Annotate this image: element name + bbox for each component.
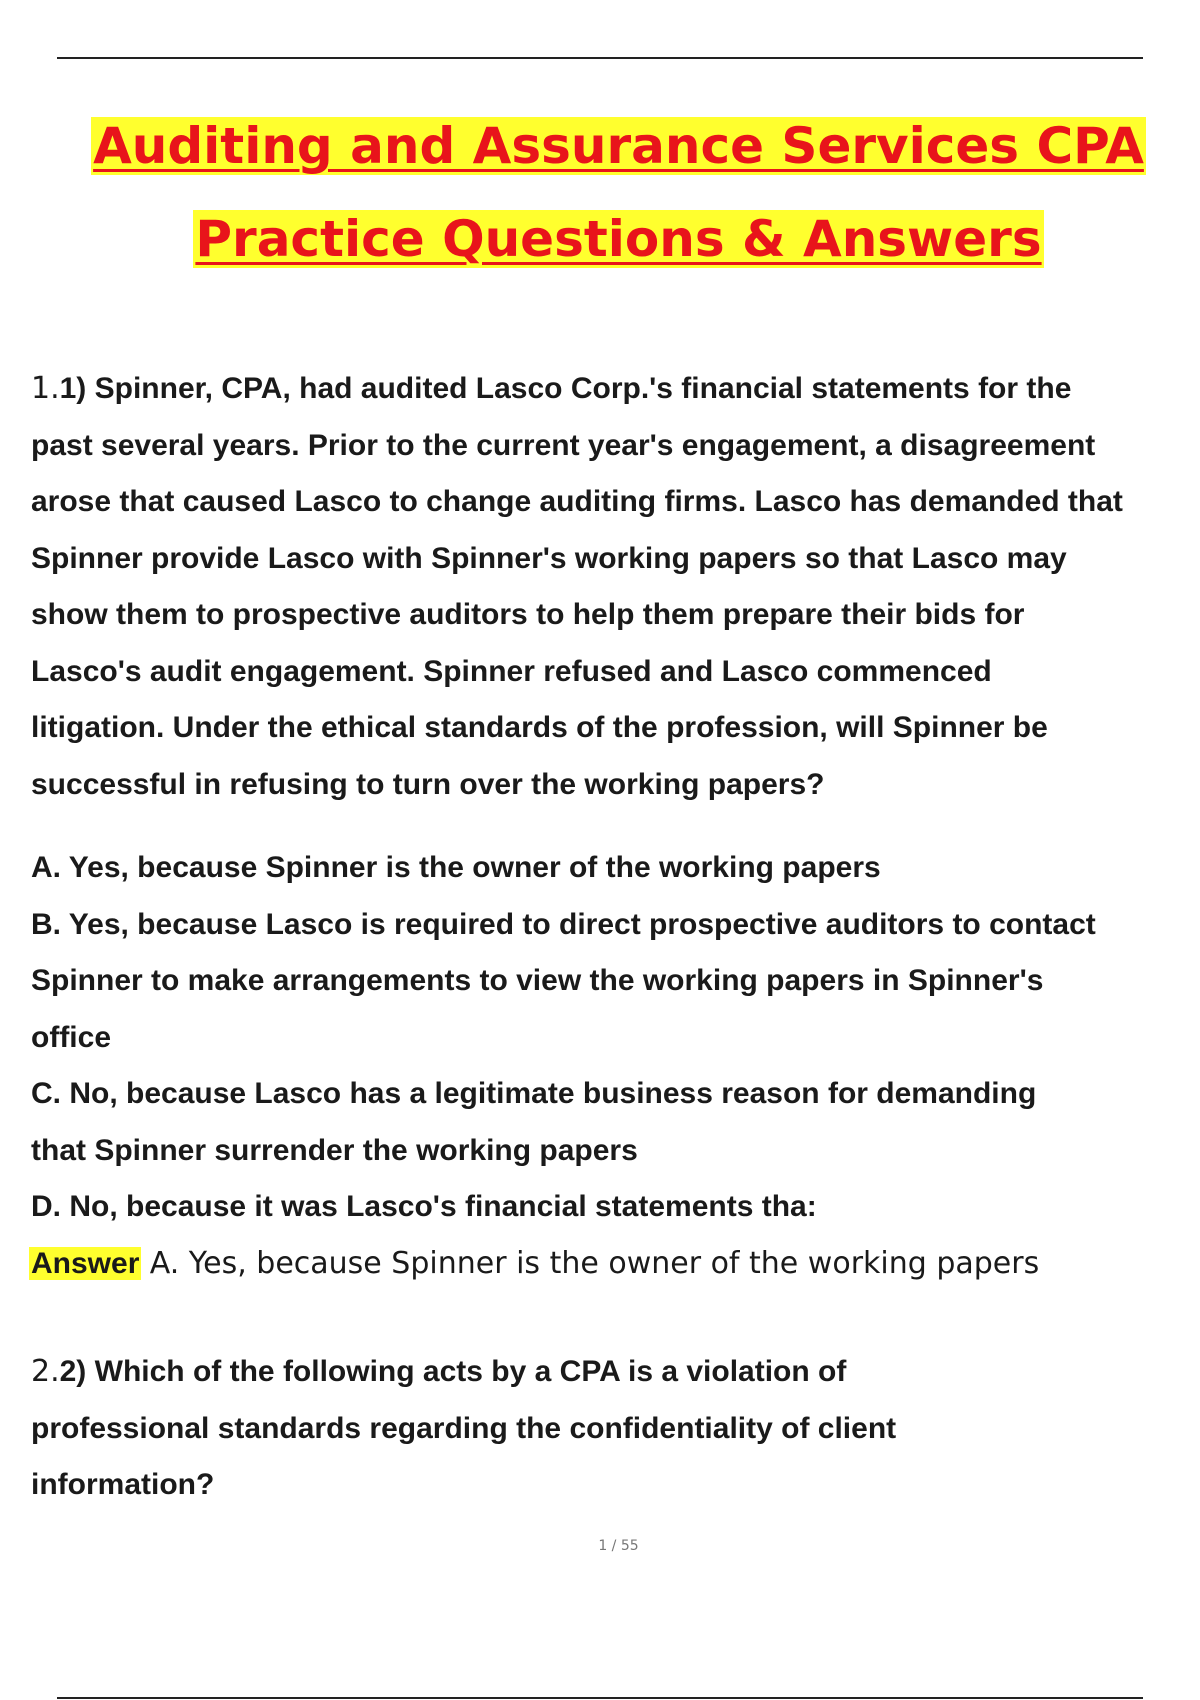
question-1-line: arose that caused Lasco to change auditing firms. Lasco has demanded that [31,485,1123,518]
question-1-line: Lasco's audit engagement. Spinner refused and Lasco commenced [31,654,992,688]
option-b-cont: Spinner to make arrangements to view the working papers in Spinner's [31,964,1044,997]
question-2-line: information? [31,1468,215,1501]
option-a: A. Yes, because Spinner is the owner of the working papers [31,851,881,884]
question-1-text: 1) Spinner, CPA, had audited Lasco Corp.'s financial statements for the [59,372,1072,405]
document-title [0,100,1200,286]
question-2-line: professional standards regarding the confidentiality of client [31,1411,897,1445]
option-d: D. No, because it was Lasco's financial statements tha: [31,1190,817,1223]
option-b-cont: office [31,1020,112,1054]
answer-text: A. Yes, because Spinner is the owner of the working papers [149,1245,1040,1281]
page-number: 1 / 55 [598,1538,639,1554]
question-1-line: past several years. Prior to the current year's engagement, a disagreement [31,428,1096,462]
question-1-line: show them to prospective auditors to help them prepare their bids for [31,598,1025,631]
question-2-text: 2) Which of the following acts by a CPA is a violation of [59,1355,847,1388]
question-1-line: successful in refusing to turn over the working papers? [31,767,825,801]
question-2 [31,1344,1200,1514]
title-line-1: Auditing and Assurance Services CPA [93,117,1144,175]
question-2-number: 2. [31,1354,60,1389]
answer-label: Answer [31,1246,140,1280]
question-1-number: 1. [31,371,60,406]
answer-line [31,1236,1200,1293]
option-c-cont: that Spinner surrender the working papers [31,1133,638,1167]
option-c: C. No, because Lasco has a legitimate business reason for demanding [31,1077,1037,1110]
question-1-line: Spinner provide Lasco with Spinner's working papers so that Lasco may [31,541,1067,575]
bottom-rule [57,1697,1143,1699]
question-1-options [31,840,1200,1292]
title-line-2: Practice Questions & Answers [195,210,1042,268]
question-1-line [31,361,1200,418]
option-b: B. Yes, because Lasco is required to direct prospective auditors to contact [31,907,1096,941]
question-1-line: litigation. Under the ethical standards of the profession, will Spinner be [31,711,1048,744]
question-1 [31,361,1200,813]
top-rule [57,57,1143,59]
question-2-line [31,1344,1200,1401]
